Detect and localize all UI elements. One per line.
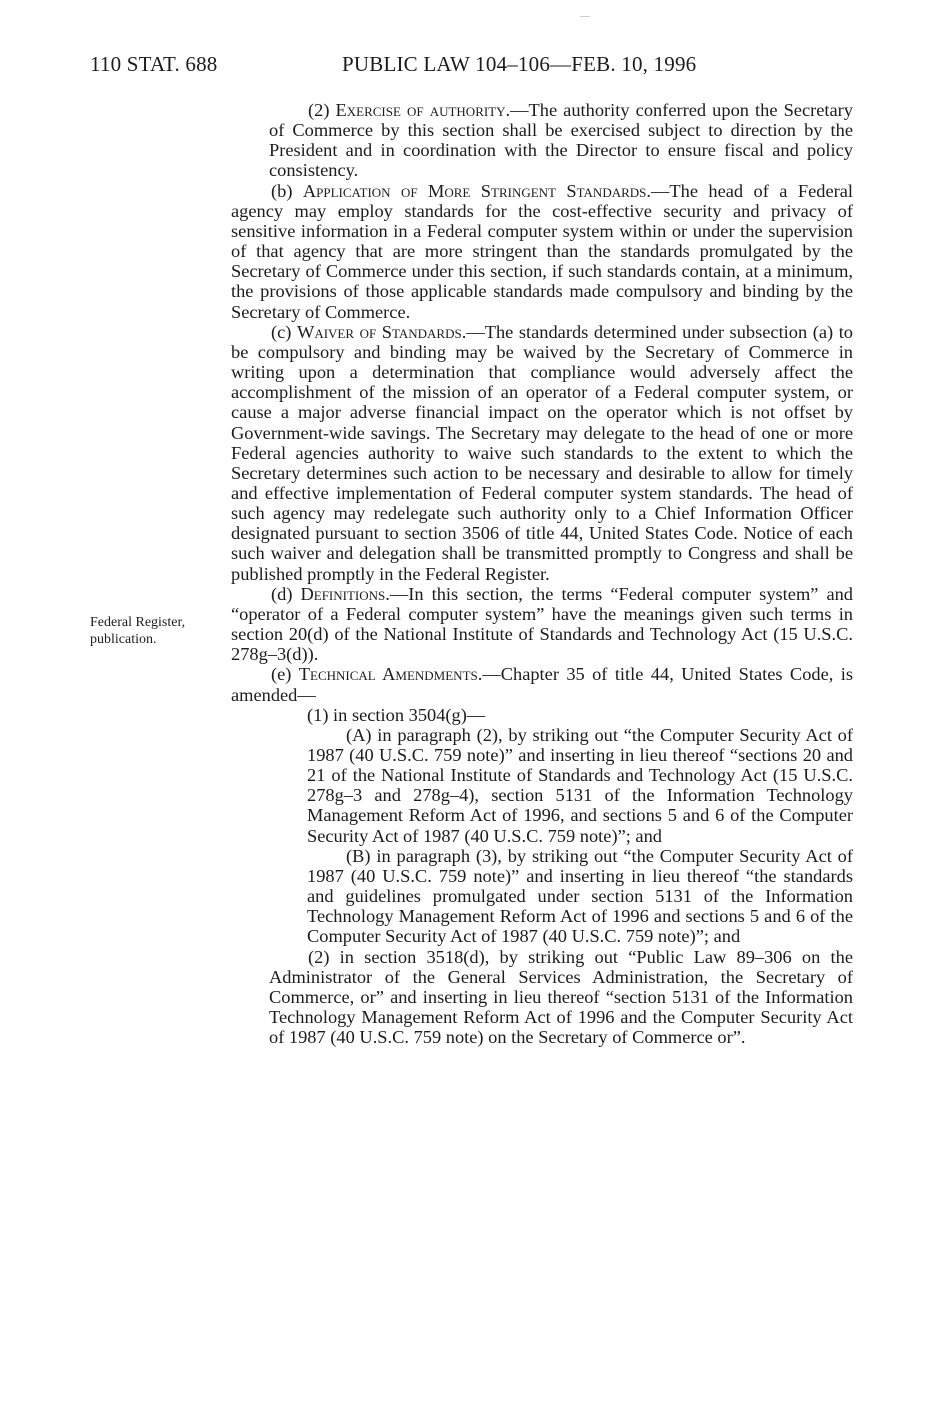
subsection-e-number: (e) — [271, 664, 299, 685]
subparagraph-e1a: (A) in paragraph (2), by striking out “the Computer Security Act of 1987 (40 U.S.C. 759 note)” and inserting in lieu thereof “sections 20 and 21 of the National Institute of Standards and Technology Act (15 U.S.C. 278g–3 and 278g–4), section 5131 of the Information Technology Management Reform Act of 1996, and sections 5 and 6 of the Computer Security Act of 1987 (40 U.S.C. 759 note)”; and — [307, 724, 853, 846]
body-text — [231, 100, 853, 1047]
subsection-c-number: (c) — [271, 321, 297, 342]
subsection-e-text: —Chapter 35 of title 44, United States Code, is amended— — [231, 664, 853, 705]
subsection-b-text: —The head of a Federal agency may employ standards for the cost-effective security and privacy of sensitive information in a Federal computer system within or under the supervision of that agency that are more stringent than the standards promulgated by the Secretary of Commerce under this section, if such standards contain, at a minimum, the provisions of those applicable standards made compulsory and binding by the Secretary of Commerce. — [231, 180, 854, 322]
subsection-d-number: (d) — [271, 583, 301, 604]
page-header — [90, 52, 949, 82]
subsection-d-heading: Definitions. — [300, 583, 390, 604]
paragraph-e1: (1) in section 3504(g)— — [307, 704, 486, 725]
margin-note-line-1: Federal Register, — [90, 615, 186, 630]
subsection-b-heading: Application of More Stringent Standards. — [302, 180, 651, 201]
paragraph-e2: (2) in section 3518(d), by striking out “Public Law 89–306 on the Administrator of the General Services Administration, the Secretary of Commerce, or” and inserting in lieu thereof “section 5131 of the Information Technology Management Reform Act of 1996 and the Computer Security Act of 1987 (40 U.S.C. 759 note) on the Secretary of Commerce or”. — [269, 946, 853, 1048]
subsection-c-text: —The standards determined under subsection (a) to be compulsory and binding may be waived by the Secretary of Commerce in writing upon a determination that compliance would adversely affect the accomplishment of the mission of an operator of a Federal computer system, or cause a major adverse financial impact on the operator which is not offset by Government-wide savings. The Secretary may delegate to the head of one or more Federal agencies authority to waive such standards to the extent to which the Secretary determines such action to be necessary and desirable to allow for timely and effective implementation of Federal computer system standards. The head of such agency may redelegate such authority only to a Chief Information Officer designated pursuant to section 3506 of title 44, United States Code. Notice of each such waiver and delegation shall be transmitted promptly to Congress and shall be published promptly in the Federal Register. — [231, 321, 853, 584]
margin-note — [90, 614, 225, 648]
subsection-c — [231, 322, 853, 584]
subparagraph-e1b: (B) in paragraph (3), by striking out “the Computer Security Act of 1987 (40 U.S.C. 759 note)” and inserting in lieu thereof “the standards and guidelines promulgated under section 5131 of the Information Technology Management Reform Act of 1996 and sections 5 and 6 of the Computer Security Act of 1987 (40 U.S.C. 759 note)”; and — [307, 845, 853, 947]
public-law-title: PUBLIC LAW 104–106—FEB. 10, 1996 — [342, 52, 697, 76]
subsection-e-heading: Technical Amendments. — [298, 664, 483, 685]
paragraph-a2-text: —The authority conferred upon the Secretary of Commerce by this section shall be exercised subject to direction by the President and in coordination with the Director to ensure fiscal and policy consistency. — [269, 100, 854, 181]
subsection-e — [231, 664, 853, 704]
paragraph-a2 — [231, 100, 853, 181]
subsection-c-heading: Waiver of Standards. — [296, 321, 467, 342]
subsection-b — [231, 181, 853, 322]
margin-note-line-2: publication. — [90, 632, 157, 647]
subsection-b-number: (b) — [271, 180, 303, 201]
subsection-d-text: —In this section, the terms “Federal computer system” and “operator of a Federal computer system” have the meanings given such terms in section 20(d) of the National Institute of Standards and Technology Act (15 U.S.C. 278g–3(d)). — [231, 583, 853, 665]
scan-mark — [580, 16, 590, 17]
subsection-d — [231, 584, 853, 665]
statute-page-number: 110 STAT. 688 — [90, 52, 218, 76]
paragraph-a2-heading: Exercise of authority. — [335, 100, 511, 120]
paragraph-a2-number: (2) — [308, 100, 336, 120]
